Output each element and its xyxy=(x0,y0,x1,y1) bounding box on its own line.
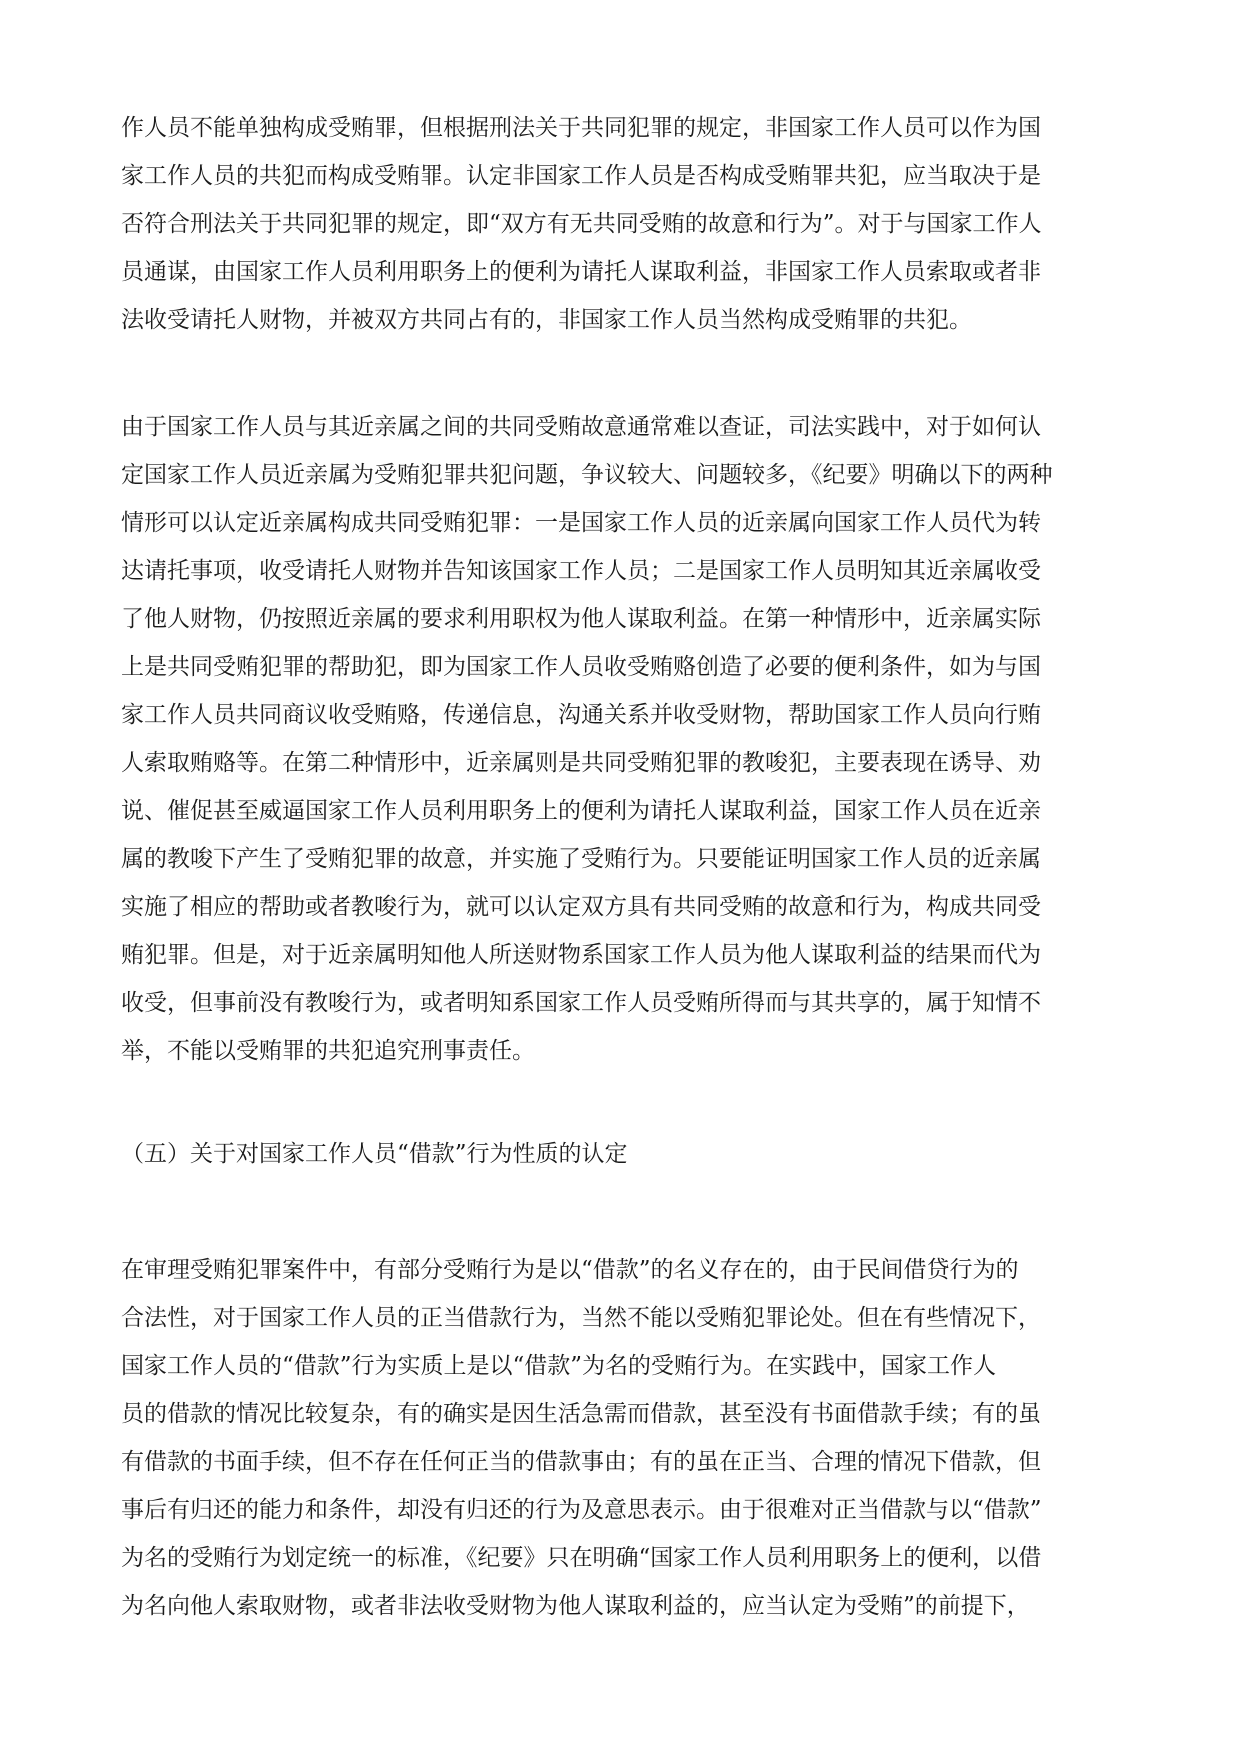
text-line: 举，不能以受贿罪的共犯追究刑事责任。 xyxy=(121,1038,535,1064)
paragraph-2 xyxy=(121,403,1121,1075)
text-line: 为名向他人索取财物，或者非法收受财物为他人谋取利益的，应当认定为受贿”的前提下， xyxy=(121,1593,1030,1619)
section-heading: （五）关于对国家工作人员“借款”行为性质的认定 xyxy=(121,1141,628,1167)
text-line: 收受，但事前没有教唆行为，或者明知系国家工作人员受贿所得而与其共享的，属于知情不 xyxy=(121,990,1041,1016)
paragraph-1 xyxy=(121,104,1121,344)
paragraph-3 xyxy=(121,1246,1121,1630)
text-line: 合法性，对于国家工作人员的正当借款行为，当然不能以受贿犯罪论处。但在有些情况下， xyxy=(121,1305,1041,1331)
text-line: 员的借款的情况比较复杂，有的确实是因生活急需而借款，甚至没有书面借款手续；有的虽 xyxy=(121,1401,1041,1427)
text-line: 家工作人员共同商议收受贿赂，传递信息，沟通关系并收受财物，帮助国家工作人员向行贿 xyxy=(121,702,1041,728)
text-line: 达请托事项，收受请托人财物并告知该国家工作人员；二是国家工作人员明知其近亲属收受 xyxy=(121,558,1041,584)
text-line: 了他人财物，仍按照近亲属的要求利用职权为他人谋取利益。在第一种情形中，近亲属实际 xyxy=(121,606,1041,632)
text-line: 为名的受贿行为划定统一的标准，《纪要》只在明确“国家工作人员利用职务上的便利，以借 xyxy=(121,1545,1042,1571)
text-line: 作人员不能单独构成受贿罪，但根据刑法关于共同犯罪的规定，非国家工作人员可以作为国 xyxy=(121,115,1041,141)
text-line: 人索取贿赂等。在第二种情形中，近亲属则是共同受贿犯罪的教唆犯，主要表现在诱导、劝 xyxy=(121,750,1041,776)
text-line: 法收受请托人财物，并被双方共同占有的，非国家工作人员当然构成受贿罪的共犯。 xyxy=(121,307,972,333)
text-line: 实施了相应的帮助或者教唆行为，就可以认定双方具有共同受贿的故意和行为，构成共同受 xyxy=(121,894,1041,920)
text-line: 上是共同受贿犯罪的帮助犯，即为国家工作人员收受贿赂创造了必要的便利条件，如为与国 xyxy=(121,654,1041,680)
text-line: 国家工作人员的“借款”行为实质上是以“借款”为名的受贿行为。在实践中，国家工作人 xyxy=(121,1353,997,1379)
text-line: 由于国家工作人员与其近亲属之间的共同受贿故意通常难以查证，司法实践中，对于如何认 xyxy=(121,414,1041,440)
text-line: 在审理受贿犯罪案件中，有部分受贿行为是以“借款”的名义存在的，由于民间借贷行为的 xyxy=(121,1257,1019,1283)
text-line: 定国家工作人员近亲属为受贿犯罪共犯问题，争议较大、问题较多，《纪要》明确以下的两种 xyxy=(121,462,1053,488)
text-line: 员通谋，由国家工作人员利用职务上的便利为请托人谋取利益，非国家工作人员索取或者非 xyxy=(121,259,1041,285)
text-line: 属的教唆下产生了受贿犯罪的故意，并实施了受贿行为。只要能证明国家工作人员的近亲属 xyxy=(121,846,1041,872)
text-line: 家工作人员的共犯而构成受贿罪。认定非国家工作人员是否构成受贿罪共犯，应当取决于是 xyxy=(121,163,1041,189)
text-line: 有借款的书面手续，但不存在任何正当的借款事由；有的虽在正当、合理的情况下借款，但 xyxy=(121,1449,1041,1475)
text-line: 情形可以认定近亲属构成共同受贿犯罪：一是国家工作人员的近亲属向国家工作人员代为转 xyxy=(121,510,1041,536)
text-line: 说、催促甚至威逼国家工作人员利用职务上的便利为请托人谋取利益，国家工作人员在近亲 xyxy=(121,798,1041,824)
text-line: 否符合刑法关于共同犯罪的规定，即“双方有无共同受贿的故意和行为”。对于与国家工作人 xyxy=(121,211,1042,237)
text-line: 事后有归还的能力和条件，却没有归还的行为及意思表示。由于很难对正当借款与以“借款” xyxy=(121,1497,1042,1523)
text-line: 贿犯罪。但是，对于近亲属明知他人所送财物系国家工作人员为他人谋取利益的结果而代为 xyxy=(121,942,1041,968)
